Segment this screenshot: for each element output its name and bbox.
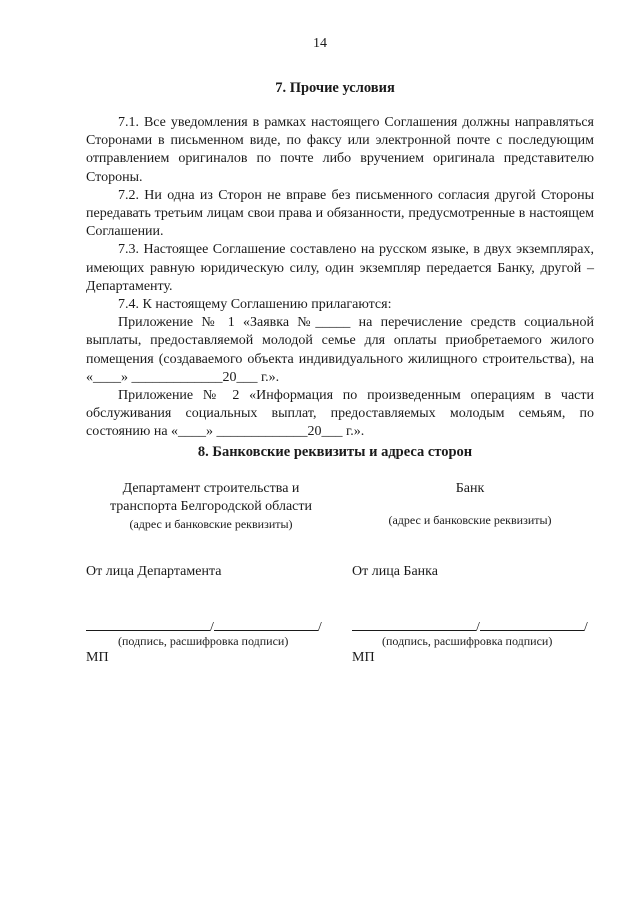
page-number: 14 (313, 36, 327, 51)
department-signature-line (86, 616, 322, 636)
signature-separator: / (210, 620, 214, 635)
clause-7-4: 7.4. К настоящему Соглашению прилагаются: (118, 297, 392, 313)
signature-separator: / (583, 620, 588, 635)
bank-signature-line (352, 616, 588, 636)
department-stamp-place: МП (86, 650, 109, 665)
section-8-title: 8. Банковские реквизиты и адреса сторон (197, 444, 473, 460)
department-name-line1: Департамент строительства и (122, 481, 300, 496)
clause-7-3: 7.3. Настоящее Соглашение составлено на русском языке, в двух экземплярах, имеющих равную юридическую силу, один экземпляр передается Банку, другой – Департаменту. (86, 242, 594, 294)
department-signature-caption: (подпись, расшифровка подписи) (118, 634, 289, 648)
bank-signature-caption: (подпись, расшифровка подписи) (382, 634, 553, 648)
bank-stamp-place: МП (352, 650, 375, 665)
appendix-1: Приложение № 1 «Заявка №_____ на перечисление средств социальной выплаты, предоставляемой молодой семье для оплаты приобретаемого жилого помещения (создаваемого объекта индивидуального жилищного строительства), на «____» _____________20___ г.». (86, 315, 594, 385)
clause-7-1: 7.1. Все уведомления в рамках настоящего Соглашения должны направляться Сторонами в письменном виде, по факсу или электронной почте с последующим отправлением оригиналов по почте либо вручением оригинала представителю Стороны. (86, 115, 594, 185)
appendix-2: Приложение № 2 «Информация по произведенным операциям в части обслуживания социальных выплат, предоставляемых молодым семьям, по состоянию на «____» _____________20___ г.». (86, 388, 594, 440)
department-on-behalf: От лица Департамента (86, 564, 222, 579)
bank-on-behalf: От лица Банка (352, 564, 438, 579)
section-7-body (86, 114, 594, 442)
bank-requisites (350, 480, 590, 528)
department-requisites-caption: (адрес и банковские реквизиты) (129, 517, 293, 531)
department-name-line2: транспорта Белгородской области (110, 499, 312, 514)
clause-7-2: 7.2. Ни одна из Сторон не вправе без письменного согласия другой Стороны передавать третьим лицам свои права и обязанности, предусмотренные в настоящем Соглашении. (86, 187, 594, 240)
bank-name: Банк (455, 481, 485, 496)
bank-requisites-caption: (адрес и банковские реквизиты) (388, 513, 552, 527)
department-requisites (86, 480, 336, 532)
signature-separator: / (317, 620, 322, 635)
section-7-title: 7. Прочие условия (275, 80, 395, 96)
signature-separator: / (476, 620, 480, 635)
